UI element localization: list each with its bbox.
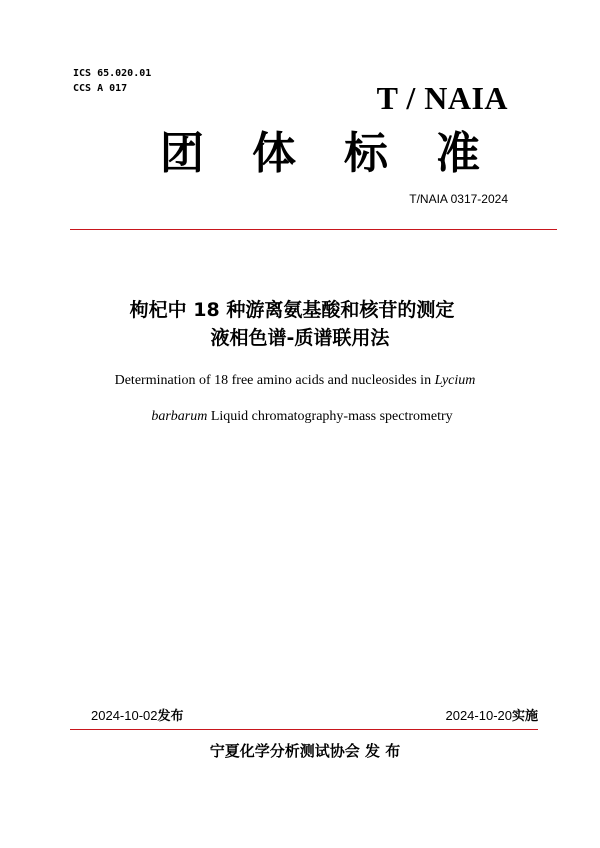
implementation-date-value: 2024-10-20: [445, 708, 512, 723]
publisher: [0, 742, 600, 760]
issue-date-label: 发布: [157, 709, 184, 724]
english-title-line-1-text: Determination of 18 free amino acids and nucleosides in: [114, 373, 435, 388]
chinese-title: [0, 296, 600, 352]
standard-number: T/NAIA 0317-2024: [409, 192, 508, 206]
publisher-text: 宁夏化学分析测试协会 发 布: [209, 742, 401, 760]
chinese-title-line-2: 液相色谱-质谱联用法: [210, 327, 390, 349]
chinese-title-line-1: 枸杞中 18 种游离氨基酸和核苷的测定: [129, 299, 455, 321]
bottom-divider: [70, 729, 538, 730]
ccs-code: CCS A 017: [73, 83, 128, 94]
standard-type-heading: 团体标准: [160, 128, 528, 179]
english-title-species: barbarum: [151, 409, 208, 424]
english-title-genus: Lycium: [434, 373, 476, 388]
issue-date-value: 2024-10-02: [91, 708, 158, 723]
english-title-line-1: [0, 363, 595, 399]
ics-code: ICS 65.020.01: [73, 68, 152, 79]
organization-code: T / NAIA: [376, 80, 508, 116]
top-divider: [70, 229, 557, 230]
issue-date: [91, 708, 184, 725]
classification-codes: [73, 66, 151, 96]
english-title-line-2-text: Liquid chromatography-mass spectrometry: [207, 409, 453, 424]
english-title-line-2: [2, 399, 600, 435]
english-title: [0, 363, 600, 435]
implementation-date: [445, 708, 538, 725]
implementation-date-label: 实施: [511, 709, 538, 724]
